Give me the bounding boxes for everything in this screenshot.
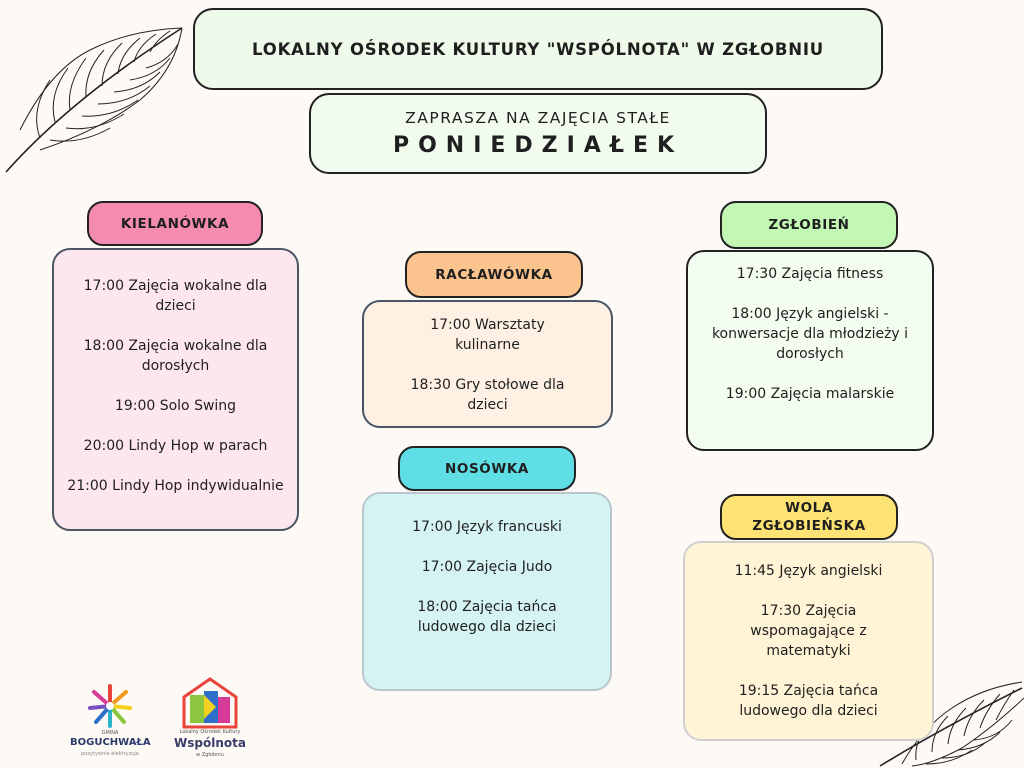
lok-logo-icon: [170, 677, 250, 729]
lok-place-text: w Zgłobniu: [196, 752, 224, 758]
subtitle-box: [309, 93, 767, 174]
lok-logo: [170, 677, 250, 765]
location-label-raclawowka: RACŁAWÓWKA: [405, 251, 583, 298]
schedule-item: 17:00 Język francuski: [412, 519, 562, 535]
schedule-item: 18:00 Język angielski - konwersacje dla młodzieży i dorosłych: [711, 306, 909, 362]
schedule-item: 21:00 Lindy Hop indywidualnie: [67, 478, 284, 494]
schedule-item: 17:30 Zajęcia wspomagające z matematyki: [750, 603, 867, 659]
schedule-item: 18:00 Zajęcia tańca ludowego dla dzieci: [417, 599, 557, 635]
schedule-item: 19:00 Zajęcia malarskie: [725, 386, 895, 402]
schedule-item: 11:45 Język angielski: [734, 563, 883, 579]
schedule-panel-nosowka: [362, 492, 612, 691]
schedule-item: 17:30 Zajęcia fitness: [736, 266, 884, 282]
location-label-zglobien: ZGŁOBIEŃ: [720, 201, 898, 249]
schedule-item: 19:15 Zajęcia tańca ludowego dla dzieci: [738, 683, 879, 719]
schedule-panel-zglobien: [686, 250, 934, 451]
location-label-wola-zglobienska: WOLA ZGŁOBIEŃSKA: [720, 494, 898, 540]
location-label-nosowka: NOSÓWKA: [398, 446, 576, 491]
schedule-item: 17:00 Zajęcia Judo: [421, 559, 553, 575]
schedule-panel-wola-zglobienska: [683, 541, 934, 741]
gmina-small-text: GMINA: [101, 730, 119, 736]
title-box: [193, 8, 883, 90]
schedule-item: 18:30 Gry stołowe dla dzieci: [410, 377, 565, 413]
lok-small-text: Lokalny Ośrodek Kultury: [179, 729, 241, 735]
gmina-tagline-text: pozytywnie elektryzuje: [81, 751, 139, 757]
location-label-kielanowka: KIELANÓWKA: [87, 201, 263, 246]
feather-top-icon: [0, 10, 190, 175]
gmina-name-text: BOGUCHWAŁA: [70, 737, 151, 748]
schedule-item: 20:00 Lindy Hop w parach: [83, 438, 268, 454]
gmina-logo-icon: [70, 680, 150, 730]
lok-name-text: Wspólnota: [174, 736, 246, 750]
schedule-panel-raclawowka: [362, 300, 613, 428]
day-title: PONIEDZIAŁEK: [392, 133, 684, 158]
schedule-item: 17:00 Zajęcia wokalne dla dzieci: [83, 278, 268, 314]
schedule-item: 18:00 Zajęcia wokalne dla dorosłych: [83, 338, 268, 374]
schedule-item: 19:00 Solo Swing: [114, 398, 237, 414]
gmina-logo: [70, 680, 150, 765]
invite-text: ZAPRASZA NA ZAJĘCIA STAŁE: [405, 109, 671, 127]
schedule-panel-kielanowka: [52, 248, 299, 531]
page-title: LOKALNY OŚRODEK KULTURY "WSPÓLNOTA" W ZGŁOBNIU: [252, 39, 824, 59]
schedule-item: 17:00 Warsztaty kulinarne: [430, 317, 545, 353]
